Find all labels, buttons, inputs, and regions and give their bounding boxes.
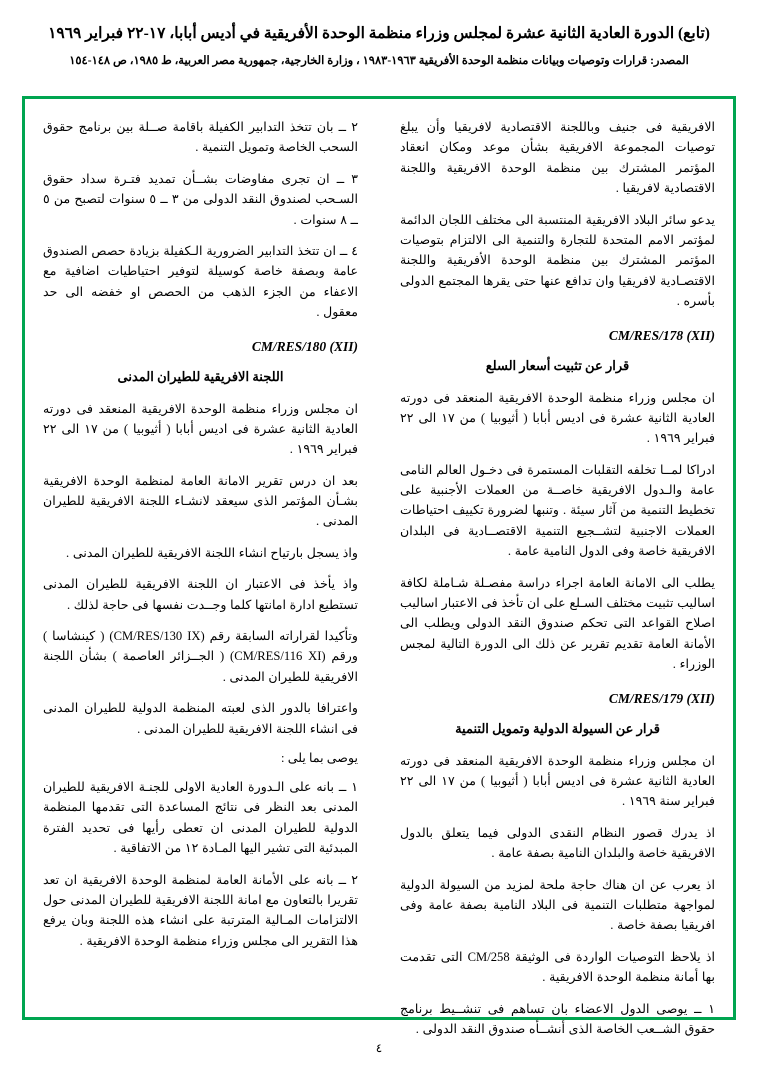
resolution-title: اللجنة الافريقية للطيران المدنى [117,368,284,384]
resolution-code: CM/RES/178 (XII) [608,327,715,343]
resolution-code: CM/RES/179 (XII) [608,690,715,706]
paragraph: واعترافا بالدور الذى لعبته المنظمة الدولية للطيران المدنى فى انشاء اللجنة الافريقية للطيران المدنى . [43,701,358,736]
content-frame [22,96,736,1036]
resolution-title: قرار عن تثبيت أسعار السلع [485,357,630,373]
paragraph: ان مجلس وزراء منظمة الوحدة الافريقية المنعقد فى دورته العادية الثانية عشرة فى اديس أبابا ( أثيوبيا ) من ١٧ الى ٢٢ فبراير ١٩٦٩ . [43,401,358,457]
paragraph: اذ يلاحظ التوصيات الواردة فى الوثيقة CM/258 التى تقدمت بها أمانة منظمة الوحدة الافريقية . [400,949,715,985]
page-header [0,0,758,71]
paragraph: ١ ــ يوصى الدول الاعضاء بان تساهم فى تنشــيط برنامج حقوق الشــعب الخاصة الذى أنشــأه صندوق النقد الدولى . [400,1001,715,1036]
column-right [394,117,715,1036]
header-title: (تابع) الدورة العادية الثانية عشرة لمجلس وزراء منظمة الوحدة الأفريقية في أديس أبابا، ١٧-٢٢ فبراير ١٩٦٩ [48,25,710,42]
resolution-title: قرار عن السيولة الدولية وتمويل التنمية [455,720,660,736]
paragraph: يدعو سائر البلاد الافريقية المنتسبة الى مختلف اللجان الدائمة لمؤتمر الامم المتحدة للتجارة والتنمية الى الالتزام بتوصيات المؤتمر المشترك بين منظمة الوحدة الأفريقية واللجنة الاقتصـادية لافريقيا وان تدافع عنها حتى يقرها المجتمع الدولى بأسره . [400,212,715,309]
header-source: المصدر: ‏قرارات وتوصيات وبيانات منظمة الوحدة الأفريقية ١٩٦٣-١٩٨٣ ، وزارة الخارجية، جمهورية مصر العربية، ط ١٩٨٥، ص ١٤٨-١٥٤ [69,55,689,68]
recommends-label: يوصى بما يلى : [281,750,358,765]
resolution-code: CM/RES/180 (XII) [251,338,358,354]
paragraph: اذ يدرك قصور النظام النقدى الدولى فيما يتعلق بالدول الافريقية خاصة والبلدان النامية بصفة عامة . [400,825,715,861]
columns-container [43,117,715,1036]
paragraph: بعد ان درس تقرير الامانة العامة لمنظمة الوحدة الافريقية بشـأن المؤتمر الذى سيعقد لانشـاء اللجنة الافريقية للطيران المدنى . [43,473,358,529]
paragraph: ان مجلس وزراء منظمة الوحدة الافريقية المنعقد فى دورته العادية الثانية عشرة فى اديس أبابا ( أثيوبيا ) من ١٧ الى ٢٢ فبراير ١٩٦٩ . [400,390,715,446]
column-left [43,117,364,1007]
paragraph: ادراكا لمــا تخلفه التقلبات المستمرة فى دخـول العالم النامى عامة والـدول الافريقية خاصــة من العملات الأجنبية على تخطيط التنمية من آثار سيئة . وتنبها لضرورة تكييف احتياطات العملات الاجنبية لتشــجيع التنمية الاقتصــادية فى البلدان الافريقية خاصة وفى الدول النامية عامة . [400,462,715,559]
recommendation-item: ١ ــ بانه على الـدورة العادية الاولى للجنـة الافريقية للطيران المدنى بعد النظر فى نتائج المساعدة التى تقدمها المنظمة الدولية للطيران المدنى ان تعطى رأيها فى تحديد الفترة المبدئية التى تشير اليها المـادة ١٢ من الاتفاقية . [43,779,358,856]
paragraph: الافريقية فى جنيف وباللجنة الاقتصادية لافريقيا وأن يبلغ توصيات المجموعة الافريقية بشأن موعد ومكان انعقاد المؤتمر المشترك بين منظمة الوحدة الافريقية واللجنة الاقتصادية لافريقيا . [400,120,715,196]
paragraph: ان مجلس وزراء منظمة الوحدة الافريقية المنعقد فى دورته العادية الثانية عشرة فى اديس أبابا ( أثيوبيا ) من ١٧ الى ٢٢ فبراير سنة ١٩٦٩ . [400,753,715,809]
paragraph: واذ يأخذ فى الاعتبار ان اللجنة الافريقية للطيران المدنى تستطيع ادارة امانتها كلما وجــدت نفسها فى حاجة لذلك . [43,577,358,612]
numbered-item: ٣ ــ ان تجرى مفاوضات بشــأن تمديد فتـرة سداد حقوق السـحب لصندوق النقد الدولى من ٣ ــ ٥ سنوات لتصبح من ٥ ــ ٨ سنوات . [43,171,358,227]
paragraph: وتأكيدا لقراراته السابقة رقم (CM/RES/130 IX) ( كينشاسا ) ورقم (CM/RES/116 XI) ( الجــزائر العاصمة ) بشأن اللجنة الافريقية للطيران المدنى . [43,629,358,684]
paragraph: يطلب الى الامانة العامة اجراء دراسة مفصـلة شـاملة لكافة اساليب تثبيت مختلف السـلع على ان تأخذ فى الاعتبار اساليب اصلاح القواعد التى تحكم صندوق النقد الدولى ويطلب الى الأمانة العامة تقديم تقرير عن ذلك الى الدورة التالية لمجس الوزراء . [400,575,715,672]
recommendation-item: ٢ ــ بانه على الأمانة العامة لمنظمة الوحدة الافريقية ان تعد تقريرا بالتعاون مع امانة اللجنة الافريقية للطيران المدنى حول الالتزامات المـالية المترتبة على انشاء هذه اللجنة وبان يرفع هذا التقرير الى مجلس وزراء منظمة الوحدة الافريقية . [43,872,358,948]
paragraph: واذ يسجل بارتياح انشاء اللجنة الافريقية للطيران المدنى . [66,545,358,560]
paragraph: اذ يعرب عن ان هناك حاجة ملحة لمزيد من السيولة الدولية لمواجهة متطلبات التنمية فى البلاد النامية بصفة عامة وفى افريقيا بصفة خاصة . [400,877,715,933]
page-number: ٤ [375,1041,383,1055]
numbered-item: ٤ ــ ان تتخذ التدابير الضرورية الـكفيلة بزيادة حصص الصندوق عامة وبصفة خاصة كوسيلة لتوفير احتياطيات اضافية مع الاعفاء من الجزء الذهب من الحصص او خفضه الى حد معقول . [43,243,358,320]
numbered-item: ٢ ــ بان تتخذ التدابير الكفيلة باقامة صــلة بين برنامج حقوق السحب الخاصة وتمويل التنمية . [43,120,358,155]
